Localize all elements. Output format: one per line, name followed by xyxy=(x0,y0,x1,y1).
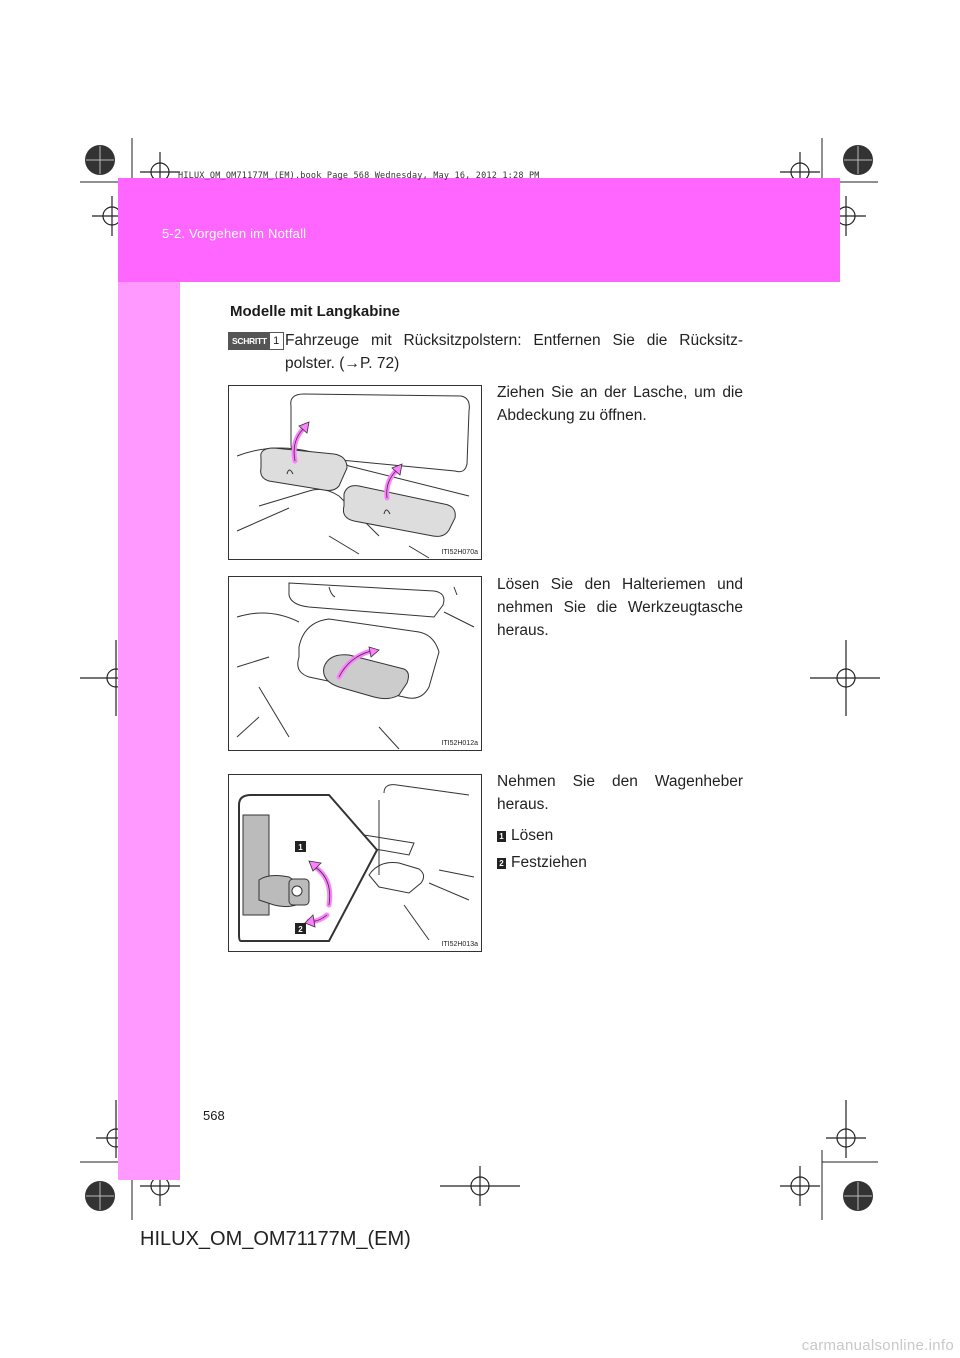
footer-code: HILUX_OM_OM71177M_(EM) xyxy=(140,1228,411,1250)
page-number: 568 xyxy=(203,1108,225,1123)
step-2-text: Ziehen Sie an der Lasche, um die Abdeckung zu öffnen. xyxy=(497,384,743,424)
watermark: carmanualsonline.info xyxy=(801,1337,954,1354)
side-color-band xyxy=(118,178,180,1180)
step-3-text: Lösen Sie den Halteriemen und nehmen Sie die Werkzeugtasche heraus. xyxy=(497,576,743,639)
open-cover-illustration xyxy=(229,386,481,559)
step-word: SCHRITT xyxy=(229,333,270,349)
figure-step-4 xyxy=(228,774,482,952)
legend-key: 2 xyxy=(497,858,506,869)
legend-item-1 xyxy=(497,827,553,845)
tool-bag-illustration xyxy=(229,577,481,750)
callout-1: 1 xyxy=(298,843,303,852)
legend-item-2 xyxy=(497,854,587,872)
figure-code: ITI52H012a xyxy=(441,740,478,747)
legend-label: Lösen xyxy=(511,827,554,844)
legend-label: Festziehen xyxy=(511,854,587,871)
section-title: 5-2. Vorgehen im Notfall xyxy=(162,226,307,241)
step-1-text: Fahrzeuge mit Rücksitzpolstern: Entfernen Sie die Rücksitz-polster. (→P. 72) xyxy=(285,332,743,372)
print-info: HILUX_OM_OM71177M_(EM).book Page 568 Wednesday, May 16, 2012 1:28 PM xyxy=(178,171,540,181)
figure-code: ITI52H070a xyxy=(441,549,478,556)
jack-illustration xyxy=(229,775,481,951)
step-4-text: Nehmen Sie den Wagenheber heraus. xyxy=(497,773,743,813)
step-badge-1 xyxy=(228,332,284,350)
step-number: 1 xyxy=(273,335,280,347)
figure-step-3 xyxy=(228,576,482,751)
figure-code: ITI52H013a xyxy=(441,941,478,948)
section-heading: Modelle mit Langkabine xyxy=(230,303,401,320)
callout-2: 2 xyxy=(298,925,303,934)
figure-step-2 xyxy=(228,385,482,560)
legend-key: 1 xyxy=(497,831,506,842)
